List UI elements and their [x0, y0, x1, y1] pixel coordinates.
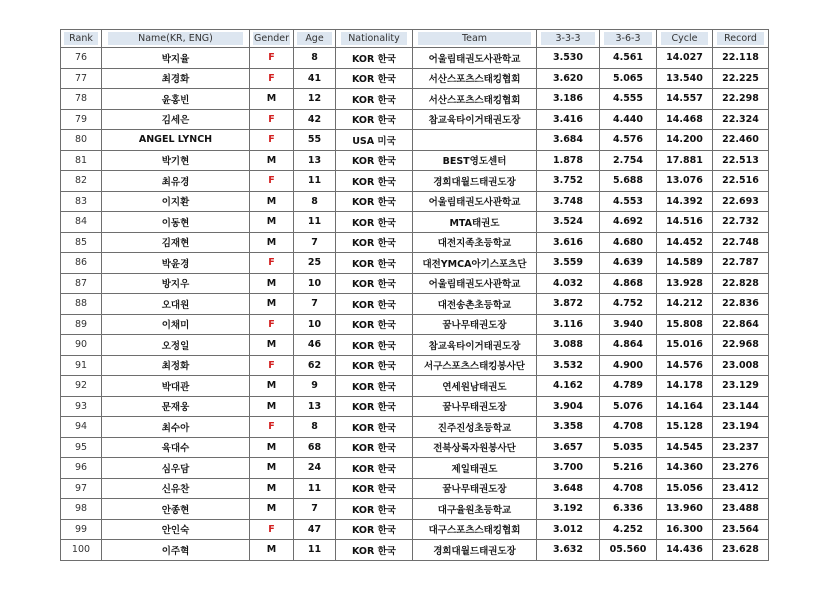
rank-cell: 87 — [61, 273, 102, 294]
header-333 — [537, 30, 600, 48]
rank-cell: 100 — [61, 540, 102, 561]
team-cell: 대전송촌초등학교 — [413, 294, 537, 315]
name-cell: 박윤경 — [102, 253, 250, 274]
header-name-label: Name(KR, ENG) — [108, 32, 243, 45]
record-cell: 22.516 — [713, 171, 769, 192]
score-363-cell: 5.216 — [600, 458, 657, 479]
rank-cell: 76 — [61, 48, 102, 69]
rank-cell: 98 — [61, 499, 102, 520]
age-cell: 7 — [294, 232, 336, 253]
table-row — [61, 273, 769, 294]
cycle-cell: 14.516 — [657, 212, 713, 233]
table-row — [61, 478, 769, 499]
rank-cell: 88 — [61, 294, 102, 315]
header-row — [61, 30, 769, 48]
team-cell: BEST영도센터 — [413, 150, 537, 171]
rank-cell: 95 — [61, 437, 102, 458]
table-row — [61, 48, 769, 69]
rank-cell: 81 — [61, 150, 102, 171]
team-cell: 대전지족초등학교 — [413, 232, 537, 253]
score-333-cell: 3.559 — [537, 253, 600, 274]
header-age — [294, 30, 336, 48]
record-cell: 22.828 — [713, 273, 769, 294]
score-363-cell: 4.252 — [600, 519, 657, 540]
record-cell: 22.460 — [713, 130, 769, 151]
record-cell: 23.237 — [713, 437, 769, 458]
nationality-cell: KOR 한국 — [336, 294, 413, 315]
team-cell: 전북상록자원봉사단 — [413, 437, 537, 458]
score-333-cell: 3.648 — [537, 478, 600, 499]
score-333-cell: 3.530 — [537, 48, 600, 69]
score-363-cell: 4.708 — [600, 417, 657, 438]
table-row — [61, 232, 769, 253]
record-cell: 23.144 — [713, 396, 769, 417]
table-row — [61, 191, 769, 212]
cycle-cell: 13.540 — [657, 68, 713, 89]
table-row — [61, 519, 769, 540]
name-cell: ANGEL LYNCH — [102, 130, 250, 151]
header-name — [102, 30, 250, 48]
score-333-cell: 3.524 — [537, 212, 600, 233]
score-363-cell: 4.900 — [600, 355, 657, 376]
score-363-cell: 6.336 — [600, 499, 657, 520]
nationality-cell: KOR 한국 — [336, 437, 413, 458]
age-cell: 25 — [294, 253, 336, 274]
score-333-cell: 3.684 — [537, 130, 600, 151]
age-cell: 12 — [294, 89, 336, 110]
age-cell: 68 — [294, 437, 336, 458]
cycle-cell: 14.200 — [657, 130, 713, 151]
cycle-cell: 14.392 — [657, 191, 713, 212]
score-333-cell: 3.657 — [537, 437, 600, 458]
team-cell: 꿈나무태권도장 — [413, 396, 537, 417]
name-cell: 신유찬 — [102, 478, 250, 499]
table-row — [61, 89, 769, 110]
score-333-cell: 3.358 — [537, 417, 600, 438]
score-333-cell: 1.878 — [537, 150, 600, 171]
rank-cell: 84 — [61, 212, 102, 233]
header-team — [413, 30, 537, 48]
record-cell: 23.008 — [713, 355, 769, 376]
team-cell: MTA태권도 — [413, 212, 537, 233]
gender-cell: M — [250, 437, 294, 458]
cycle-cell: 14.557 — [657, 89, 713, 110]
record-cell: 23.488 — [713, 499, 769, 520]
gender-cell: F — [250, 48, 294, 69]
cycle-cell: 14.436 — [657, 540, 713, 561]
team-cell: 진주진성초등학교 — [413, 417, 537, 438]
team-cell: 어울림태권도사관학교 — [413, 48, 537, 69]
table-row — [61, 355, 769, 376]
team-cell — [413, 130, 537, 151]
score-363-cell: 4.789 — [600, 376, 657, 397]
rank-cell: 96 — [61, 458, 102, 479]
score-363-cell: 5.035 — [600, 437, 657, 458]
nationality-cell: USA 미국 — [336, 130, 413, 151]
name-cell: 이채미 — [102, 314, 250, 335]
table-body — [61, 48, 769, 561]
score-333-cell: 3.700 — [537, 458, 600, 479]
score-333-cell: 3.116 — [537, 314, 600, 335]
nationality-cell: KOR 한국 — [336, 335, 413, 356]
nationality-cell: KOR 한국 — [336, 191, 413, 212]
nationality-cell: KOR 한국 — [336, 212, 413, 233]
gender-cell: F — [250, 314, 294, 335]
nationality-cell: KOR 한국 — [336, 355, 413, 376]
age-cell: 8 — [294, 48, 336, 69]
age-cell: 10 — [294, 314, 336, 335]
cycle-cell: 16.300 — [657, 519, 713, 540]
header-363-label: 3-6-3 — [604, 32, 652, 45]
score-363-cell: 4.561 — [600, 48, 657, 69]
cycle-cell: 13.928 — [657, 273, 713, 294]
team-cell: 참교육타이거태권도장 — [413, 335, 537, 356]
age-cell: 10 — [294, 273, 336, 294]
gender-cell: M — [250, 191, 294, 212]
rank-cell: 78 — [61, 89, 102, 110]
score-363-cell: 4.868 — [600, 273, 657, 294]
name-cell: 윤홍빈 — [102, 89, 250, 110]
nationality-cell: KOR 한국 — [336, 273, 413, 294]
table-row — [61, 540, 769, 561]
score-333-cell: 3.904 — [537, 396, 600, 417]
gender-cell: F — [250, 519, 294, 540]
table-row — [61, 109, 769, 130]
age-cell: 62 — [294, 355, 336, 376]
age-cell: 47 — [294, 519, 336, 540]
gender-cell: F — [250, 68, 294, 89]
score-333-cell: 3.186 — [537, 89, 600, 110]
gender-cell: F — [250, 130, 294, 151]
record-cell: 22.513 — [713, 150, 769, 171]
cycle-cell: 14.468 — [657, 109, 713, 130]
gender-cell: M — [250, 89, 294, 110]
age-cell: 41 — [294, 68, 336, 89]
cycle-cell: 14.360 — [657, 458, 713, 479]
age-cell: 7 — [294, 294, 336, 315]
score-333-cell: 3.012 — [537, 519, 600, 540]
cycle-cell: 14.212 — [657, 294, 713, 315]
gender-cell: F — [250, 171, 294, 192]
score-363-cell: 4.555 — [600, 89, 657, 110]
header-nationality — [336, 30, 413, 48]
name-cell: 심우담 — [102, 458, 250, 479]
score-363-cell: 4.692 — [600, 212, 657, 233]
team-cell: 대구율원초등학교 — [413, 499, 537, 520]
name-cell: 육대수 — [102, 437, 250, 458]
results-table — [60, 29, 769, 561]
age-cell: 11 — [294, 540, 336, 561]
name-cell: 방지우 — [102, 273, 250, 294]
cycle-cell: 14.164 — [657, 396, 713, 417]
nationality-cell: KOR 한국 — [336, 89, 413, 110]
nationality-cell: KOR 한국 — [336, 314, 413, 335]
team-cell: 참교육타이거태권도장 — [413, 109, 537, 130]
table-row — [61, 68, 769, 89]
age-cell: 9 — [294, 376, 336, 397]
team-cell: 대전YMCA아기스포츠단 — [413, 253, 537, 274]
cycle-cell: 15.128 — [657, 417, 713, 438]
name-cell: 문재웅 — [102, 396, 250, 417]
header-cycle-label: Cycle — [661, 32, 708, 45]
gender-cell: M — [250, 273, 294, 294]
record-cell: 22.324 — [713, 109, 769, 130]
cycle-cell: 15.056 — [657, 478, 713, 499]
gender-cell: M — [250, 396, 294, 417]
score-333-cell: 4.162 — [537, 376, 600, 397]
record-cell: 22.864 — [713, 314, 769, 335]
nationality-cell: KOR 한국 — [336, 109, 413, 130]
name-cell: 최유경 — [102, 171, 250, 192]
score-333-cell: 3.532 — [537, 355, 600, 376]
header-363 — [600, 30, 657, 48]
score-333-cell: 3.192 — [537, 499, 600, 520]
gender-cell: F — [250, 253, 294, 274]
name-cell: 김재현 — [102, 232, 250, 253]
gender-cell: M — [250, 499, 294, 520]
record-cell: 23.129 — [713, 376, 769, 397]
table-row — [61, 212, 769, 233]
team-cell: 서구스포츠스태킹봉사단 — [413, 355, 537, 376]
nationality-cell: KOR 한국 — [336, 376, 413, 397]
score-333-cell: 3.632 — [537, 540, 600, 561]
table-row — [61, 417, 769, 438]
header-rank — [61, 30, 102, 48]
nationality-cell: KOR 한국 — [336, 48, 413, 69]
cycle-cell: 14.545 — [657, 437, 713, 458]
rank-cell: 90 — [61, 335, 102, 356]
age-cell: 11 — [294, 478, 336, 499]
cycle-cell: 17.881 — [657, 150, 713, 171]
record-cell: 23.628 — [713, 540, 769, 561]
score-363-cell: 4.680 — [600, 232, 657, 253]
record-cell: 22.298 — [713, 89, 769, 110]
table-row — [61, 376, 769, 397]
record-cell: 22.836 — [713, 294, 769, 315]
score-363-cell: 05.560 — [600, 540, 657, 561]
gender-cell: F — [250, 417, 294, 438]
record-cell: 23.412 — [713, 478, 769, 499]
score-363-cell: 4.708 — [600, 478, 657, 499]
name-cell: 이주혁 — [102, 540, 250, 561]
table-row — [61, 437, 769, 458]
age-cell: 7 — [294, 499, 336, 520]
name-cell: 박기현 — [102, 150, 250, 171]
nationality-cell: KOR 한국 — [336, 519, 413, 540]
nationality-cell: KOR 한국 — [336, 540, 413, 561]
age-cell: 8 — [294, 417, 336, 438]
name-cell: 오대원 — [102, 294, 250, 315]
record-cell: 22.787 — [713, 253, 769, 274]
rank-cell: 91 — [61, 355, 102, 376]
score-363-cell: 5.688 — [600, 171, 657, 192]
team-cell: 연세원남태권도 — [413, 376, 537, 397]
header-cycle — [657, 30, 713, 48]
header-team-label: Team — [418, 32, 531, 45]
score-333-cell: 3.416 — [537, 109, 600, 130]
team-cell: 대구스포츠스태킹협회 — [413, 519, 537, 540]
cycle-cell: 15.016 — [657, 335, 713, 356]
score-333-cell: 3.748 — [537, 191, 600, 212]
record-cell: 22.748 — [713, 232, 769, 253]
age-cell: 46 — [294, 335, 336, 356]
gender-cell: M — [250, 376, 294, 397]
nationality-cell: KOR 한국 — [336, 478, 413, 499]
header-nationality-label: Nationality — [341, 32, 406, 45]
name-cell: 김세은 — [102, 109, 250, 130]
header-rank-label: Rank — [64, 32, 98, 45]
table-row — [61, 150, 769, 171]
table-row — [61, 294, 769, 315]
cycle-cell: 14.178 — [657, 376, 713, 397]
score-363-cell: 3.940 — [600, 314, 657, 335]
rank-cell: 77 — [61, 68, 102, 89]
score-363-cell: 4.553 — [600, 191, 657, 212]
score-363-cell: 4.576 — [600, 130, 657, 151]
score-333-cell: 3.088 — [537, 335, 600, 356]
rank-cell: 79 — [61, 109, 102, 130]
gender-cell: M — [250, 150, 294, 171]
header-gender — [250, 30, 294, 48]
age-cell: 13 — [294, 150, 336, 171]
team-cell: 꿈나무태권도장 — [413, 314, 537, 335]
name-cell: 최경화 — [102, 68, 250, 89]
score-363-cell: 4.864 — [600, 335, 657, 356]
table-row — [61, 499, 769, 520]
table-row — [61, 396, 769, 417]
record-cell: 22.225 — [713, 68, 769, 89]
score-363-cell: 5.076 — [600, 396, 657, 417]
table-row — [61, 335, 769, 356]
score-363-cell: 4.752 — [600, 294, 657, 315]
age-cell: 42 — [294, 109, 336, 130]
gender-cell: F — [250, 355, 294, 376]
team-cell: 서산스포츠스태킹협회 — [413, 89, 537, 110]
team-cell: 제일태권도 — [413, 458, 537, 479]
cycle-cell: 14.027 — [657, 48, 713, 69]
name-cell: 안종현 — [102, 499, 250, 520]
rank-cell: 93 — [61, 396, 102, 417]
record-cell: 23.564 — [713, 519, 769, 540]
age-cell: 55 — [294, 130, 336, 151]
rank-cell: 97 — [61, 478, 102, 499]
rank-cell: 80 — [61, 130, 102, 151]
score-363-cell: 4.639 — [600, 253, 657, 274]
gender-cell: M — [250, 232, 294, 253]
record-cell: 22.693 — [713, 191, 769, 212]
table-row — [61, 458, 769, 479]
nationality-cell: KOR 한국 — [336, 396, 413, 417]
rank-cell: 82 — [61, 171, 102, 192]
rank-cell: 83 — [61, 191, 102, 212]
score-333-cell: 3.872 — [537, 294, 600, 315]
record-cell: 23.276 — [713, 458, 769, 479]
name-cell: 박지율 — [102, 48, 250, 69]
rank-cell: 94 — [61, 417, 102, 438]
team-cell: 꿈나무태권도장 — [413, 478, 537, 499]
score-363-cell: 5.065 — [600, 68, 657, 89]
rank-cell: 86 — [61, 253, 102, 274]
name-cell: 오정일 — [102, 335, 250, 356]
nationality-cell: KOR 한국 — [336, 458, 413, 479]
score-333-cell: 3.752 — [537, 171, 600, 192]
nationality-cell: KOR 한국 — [336, 232, 413, 253]
age-cell: 11 — [294, 171, 336, 192]
header-age-label: Age — [297, 32, 332, 45]
team-cell: 서산스포츠스태킹협회 — [413, 68, 537, 89]
gender-cell: M — [250, 540, 294, 561]
score-333-cell: 3.616 — [537, 232, 600, 253]
rank-cell: 99 — [61, 519, 102, 540]
record-cell: 22.732 — [713, 212, 769, 233]
age-cell: 8 — [294, 191, 336, 212]
name-cell: 이동현 — [102, 212, 250, 233]
header-333-label: 3-3-3 — [541, 32, 594, 45]
gender-cell: M — [250, 212, 294, 233]
name-cell: 박대관 — [102, 376, 250, 397]
nationality-cell: KOR 한국 — [336, 417, 413, 438]
name-cell: 최수아 — [102, 417, 250, 438]
header-record-label: Record — [717, 32, 764, 45]
team-cell: 경희대월드태권도장 — [413, 171, 537, 192]
score-333-cell: 4.032 — [537, 273, 600, 294]
gender-cell: M — [250, 478, 294, 499]
cycle-cell: 14.452 — [657, 232, 713, 253]
nationality-cell: KOR 한국 — [336, 499, 413, 520]
table-row — [61, 130, 769, 151]
rank-cell: 89 — [61, 314, 102, 335]
team-cell: 경희대월드태권도장 — [413, 540, 537, 561]
age-cell: 24 — [294, 458, 336, 479]
name-cell: 최정화 — [102, 355, 250, 376]
rank-cell: 92 — [61, 376, 102, 397]
name-cell: 안인숙 — [102, 519, 250, 540]
age-cell: 11 — [294, 212, 336, 233]
record-cell: 22.118 — [713, 48, 769, 69]
score-333-cell: 3.620 — [537, 68, 600, 89]
nationality-cell: KOR 한국 — [336, 253, 413, 274]
table-row — [61, 253, 769, 274]
name-cell: 이지환 — [102, 191, 250, 212]
score-363-cell: 2.754 — [600, 150, 657, 171]
record-cell: 23.194 — [713, 417, 769, 438]
table-row — [61, 314, 769, 335]
record-cell: 22.968 — [713, 335, 769, 356]
nationality-cell: KOR 한국 — [336, 150, 413, 171]
rank-cell: 85 — [61, 232, 102, 253]
nationality-cell: KOR 한국 — [336, 68, 413, 89]
nationality-cell: KOR 한국 — [336, 171, 413, 192]
header-record — [713, 30, 769, 48]
header-gender-label: Gender — [253, 33, 289, 44]
team-cell: 어울림태권도사관학교 — [413, 191, 537, 212]
cycle-cell: 13.076 — [657, 171, 713, 192]
cycle-cell: 13.960 — [657, 499, 713, 520]
gender-cell: M — [250, 458, 294, 479]
table-row — [61, 171, 769, 192]
gender-cell: F — [250, 109, 294, 130]
cycle-cell: 14.576 — [657, 355, 713, 376]
score-363-cell: 4.440 — [600, 109, 657, 130]
age-cell: 13 — [294, 396, 336, 417]
cycle-cell: 15.808 — [657, 314, 713, 335]
gender-cell: M — [250, 335, 294, 356]
gender-cell: M — [250, 294, 294, 315]
cycle-cell: 14.589 — [657, 253, 713, 274]
team-cell: 어울림태권도사관학교 — [413, 273, 537, 294]
